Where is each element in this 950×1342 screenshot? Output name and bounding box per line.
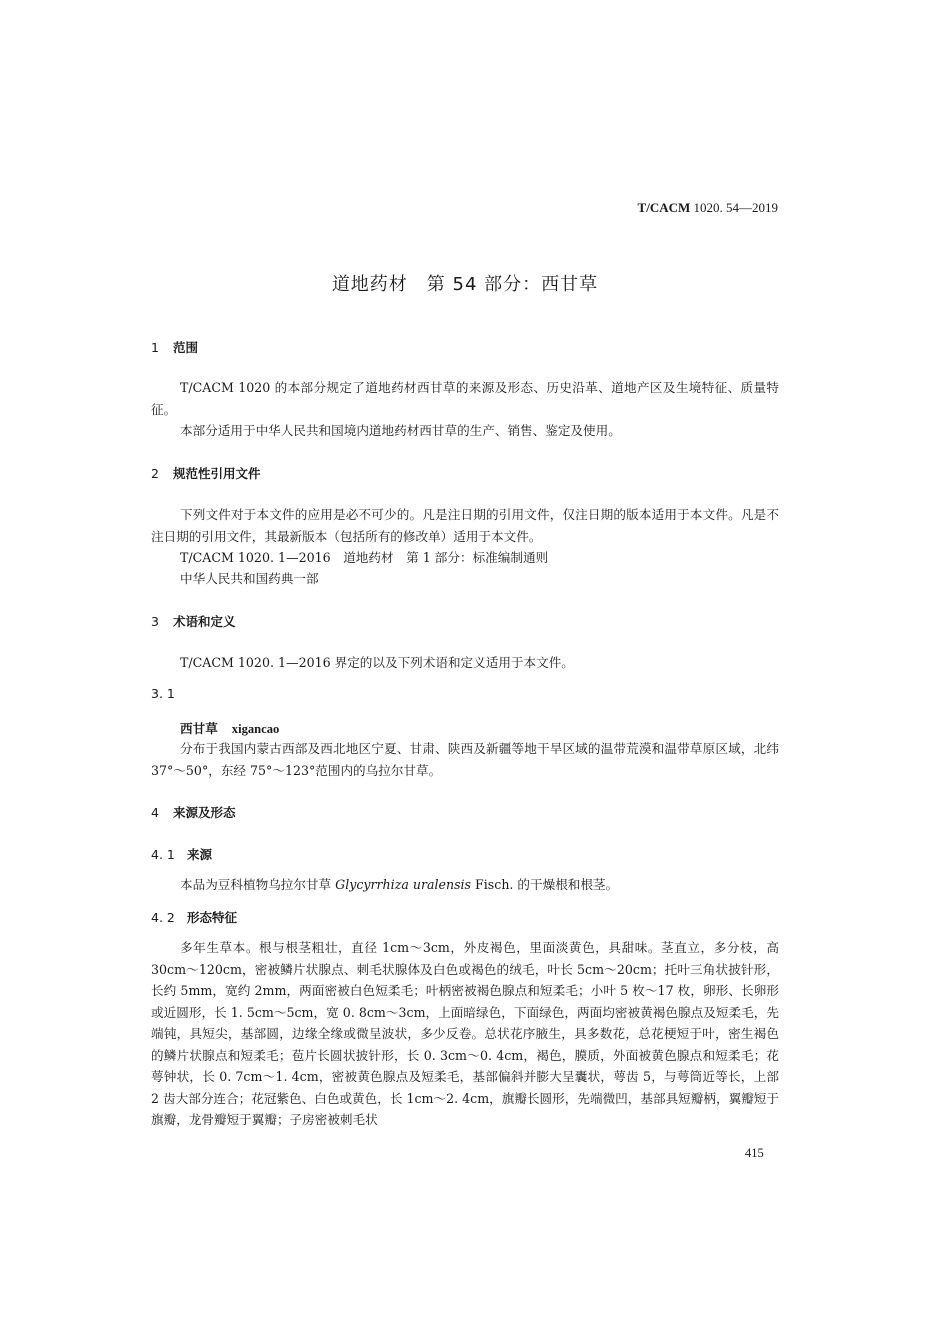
standard-code-prefix: T/CACM xyxy=(637,200,691,215)
source-text-before: 本品为豆科植物乌拉尔甘草 xyxy=(180,877,336,892)
section-2-heading xyxy=(151,464,261,482)
section-title: 规范性引用文件 xyxy=(173,466,261,481)
standard-code xyxy=(638,200,778,216)
page-number: 415 xyxy=(745,1146,764,1160)
standard-code-number: 1020. 54—2019 xyxy=(690,200,778,215)
section-number: 2 xyxy=(151,466,159,481)
subsection-number: 4. 2 xyxy=(151,910,175,925)
section-1-heading xyxy=(151,338,198,356)
section-1-paragraph-1: T/CACM 1020 的本部分规定了道地药材西甘草的来源及形态、历史沿革、道地产区及生境特征、质量特征。 xyxy=(151,380,779,417)
latin-name: Glycyrrhiza uralensis xyxy=(335,877,472,892)
section-title: 术语和定义 xyxy=(173,614,236,629)
section-number: 1 xyxy=(151,340,159,355)
term-chinese: 西甘草 xyxy=(180,721,218,736)
source-text-after: Fisch. 的干燥根和根茎。 xyxy=(471,877,619,892)
term-english: xigancao xyxy=(231,722,280,736)
subsection-title: 形态特征 xyxy=(187,910,238,925)
subsection-3-1-number: 3. 1 xyxy=(151,686,175,701)
section-number: 3 xyxy=(151,614,159,629)
section-title: 范围 xyxy=(173,340,199,355)
term-definition: 分布于我国内蒙古西部及西北地区宁夏、甘肃、陕西及新疆等地干旱区域的温带荒漠和温带草原区域，北纬 37°～50°，东经 75°～123°范围内的乌拉尔甘草。 xyxy=(151,741,779,778)
subsection-title: 来源 xyxy=(187,847,213,862)
term-entry xyxy=(180,718,279,737)
subsection-4-1-heading xyxy=(151,845,212,863)
document-title: 道地药材 第 54 部分：西甘草 xyxy=(331,274,599,295)
section-2-paragraph: 下列文件对于本文件的应用是必不可少的。凡是注日期的引用文件，仅注日期的版本适用于本文件。凡是不注日期的引用文件，其最新版本（包括所有的修改单）适用于本文件。 xyxy=(151,507,779,544)
section-number: 4 xyxy=(151,805,159,820)
source-paragraph xyxy=(151,874,779,896)
section-3-heading xyxy=(151,612,236,630)
section-3-paragraph: T/CACM 1020. 1—2016 界定的以及下列术语和定义适用于本文件。 xyxy=(180,655,574,670)
reference-item-2: 中华人民共和国药典一部 xyxy=(180,571,319,586)
morphology-paragraph: 多年生草本。根与根茎粗壮，直径 1cm～3cm，外皮褐色，里面淡黄色，具甜味。茎直立，多分枝，高 30cm～120cm，密被鳞片状腺点、刺毛状腺体及白色或褐色的绒毛，叶长 5cm～20cm；托叶三角状披针形，长约 5mm，宽约 2mm，两面密被白色短柔毛；叶柄密被褐色腺点和短柔毛；小叶 5 枚～17 枚，卵形、长卵形或近圆形，长 1. 5cm～5cm，宽 0. 8cm～3cm，上面暗绿色，下面绿色，两面均密被黄褐色腺点及短柔毛，先端钝，具短尖，基部圆，边缘全缘或微呈波状，多少反卷。总状花序腋生，具多数花，总花梗短于叶，密生褐色的鳞片状腺点和短柔毛；苞片长圆状披针形，长 0. 3cm～0. 4cm，褐色，膜质，外面被黄色腺点和短柔毛；花萼钟状，长 0. 7cm～1. 4cm，密被黄色腺点及短柔毛，基部偏斜并膨大呈囊状，萼齿 5，与萼筒近等长，上部 2 齿大部分连合；花冠紫色、白色或黄色，长 1cm～2. 4cm，旗瓣长圆形，先端微凹，基部具短瓣柄，翼瓣短于旗瓣，龙骨瓣短于翼瓣；子房密被刺毛状 xyxy=(151,940,779,1127)
reference-item-1: T/CACM 1020. 1—2016 道地药材 第 1 部分：标准编制通则 xyxy=(180,550,549,565)
section-4-heading xyxy=(151,803,236,821)
section-1-paragraph-2: 本部分适用于中华人民共和国境内道地药材西甘草的生产、销售、鉴定及使用。 xyxy=(180,423,621,438)
subsection-number: 4. 1 xyxy=(151,847,175,862)
subsection-4-2-heading xyxy=(151,908,237,926)
section-title: 来源及形态 xyxy=(173,805,236,820)
